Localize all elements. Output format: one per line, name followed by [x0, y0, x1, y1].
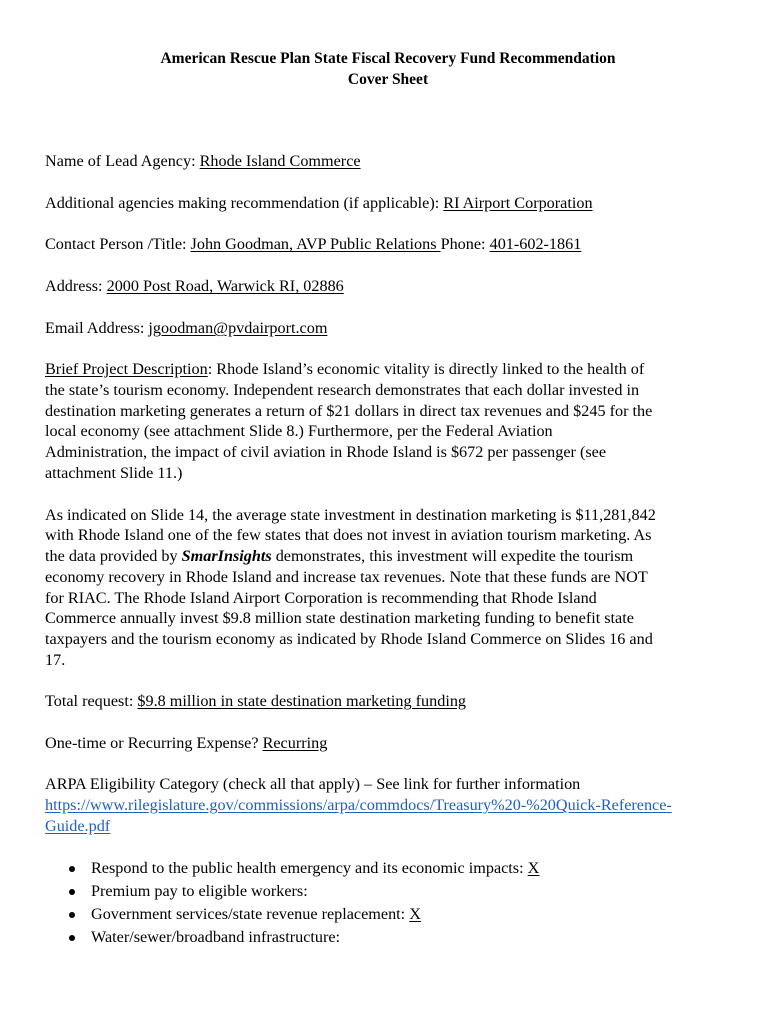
expense-type-value: Recurring [262, 734, 328, 752]
phone-value: 401-602-1861 [489, 235, 582, 253]
eligibility-item-public-health: Respond to the public health emergency and its economic impacts: X [91, 859, 540, 877]
additional-agencies-line [45, 193, 593, 214]
paragraph2-line-7: taxpayers and the tourism economy as indicated by Rhode Island Commerce on Slides 16 and [45, 630, 653, 648]
eligibility-item-infrastructure: Water/sewer/broadband infrastructure: [91, 928, 341, 946]
description-line-6: attachment Slide 11.) [45, 464, 183, 482]
paragraph2-text-3a: the data provided by [45, 547, 182, 565]
description-line-1 [45, 359, 644, 380]
paragraph2-line-8: 17. [45, 651, 66, 669]
email-value: jgoodman@pvdairport.com [148, 319, 328, 337]
paragraph2-text-3b: demonstrates, this investment will expedite the tourism [271, 547, 634, 565]
smarinsights-brand: SmarInsights [181, 547, 272, 565]
paragraph2-line-2: with Rhode Island one of the few states that does not invest in aviation tourism marketing. As [45, 526, 652, 544]
paragraph2-line-1: As indicated on Slide 14, the average state investment in destination marketing is $11,281,842 [45, 506, 656, 524]
eligibility-item-premium-pay: Premium pay to eligible workers: [91, 882, 308, 900]
bullet-icon [69, 866, 75, 872]
description-line-5: Administration, the impact of civil aviation in Rhode Island is $672 per passenger (see [45, 443, 607, 461]
eligibility-label: ARPA Eligibility Category (check all that apply) – See link for further information [45, 775, 581, 793]
description-line-3: destination marketing generates a return of $21 dollars in direct tax revenues and $245 for the [45, 402, 653, 420]
address-line [45, 276, 344, 297]
email-line [45, 318, 327, 339]
treasury-guide-link-2[interactable]: Guide.pdf [45, 817, 111, 835]
page-title: American Rescue Plan State Fiscal Recovery Fund Recommendation [160, 50, 616, 67]
lead-agency-value: Rhode Island Commerce [199, 152, 361, 170]
total-request-label: Total request: [45, 692, 138, 710]
email-label: Email Address: [45, 319, 149, 337]
lead-agency-label: Name of Lead Agency: [45, 152, 200, 170]
bullet-icon [69, 935, 75, 941]
paragraph2-line-3 [45, 546, 633, 567]
address-value: 2000 Post Road, Warwick RI, 02886 [106, 277, 344, 295]
expense-type-label: One-time or Recurring Expense? [45, 734, 263, 752]
expense-type-line [45, 733, 327, 754]
eligibility-mark-public-health: X [527, 859, 540, 877]
contact-value: John Goodman, AVP Public Relations [190, 235, 441, 253]
lead-agency-line [45, 151, 361, 172]
total-request-value: $9.8 million in state destination marketing funding [137, 692, 467, 710]
address-label: Address: [45, 277, 107, 295]
bullet-icon [69, 889, 75, 895]
contact-line [45, 234, 581, 255]
contact-label: Contact Person /Title: [45, 235, 191, 253]
paragraph2-line-4: economy recovery in Rhode Island and increase tax revenues. Note that these funds are NOT [45, 568, 648, 586]
paragraph2-line-5: for RIAC. The Rhode Island Airport Corporation is recommending that Rhode Island [45, 589, 597, 607]
page-subtitle: Cover Sheet [347, 71, 429, 88]
eligibility-mark-government-services: X [409, 905, 421, 923]
total-request-line [45, 691, 466, 712]
additional-agencies-label: Additional agencies making recommendation (if applicable): [45, 194, 444, 212]
bullet-icon [69, 912, 75, 918]
paragraph2-line-6: Commerce annually invest $9.8 million state destination marketing funding to benefit state [45, 609, 634, 627]
description-line-2: the state’s tourism economy. Independent research demonstrates that each dollar invested in [45, 381, 640, 399]
description-text-1: : Rhode Island’s economic vitality is directly linked to the health of [207, 360, 645, 378]
additional-agencies-value: RI Airport Corporation [443, 194, 593, 212]
eligibility-item-government-services: Government services/state revenue replacement: X [91, 905, 421, 923]
treasury-guide-link-1[interactable]: https://www.rilegislature.gov/commissions/arpa/commdocs/Treasury%20-%20Quick-Reference- [45, 796, 672, 814]
description-line-4: local economy (see attachment Slide 8.) Furthermore, per the Federal Aviation [45, 422, 553, 440]
description-label: Brief Project Description [45, 360, 208, 378]
phone-label: Phone: [440, 235, 490, 253]
